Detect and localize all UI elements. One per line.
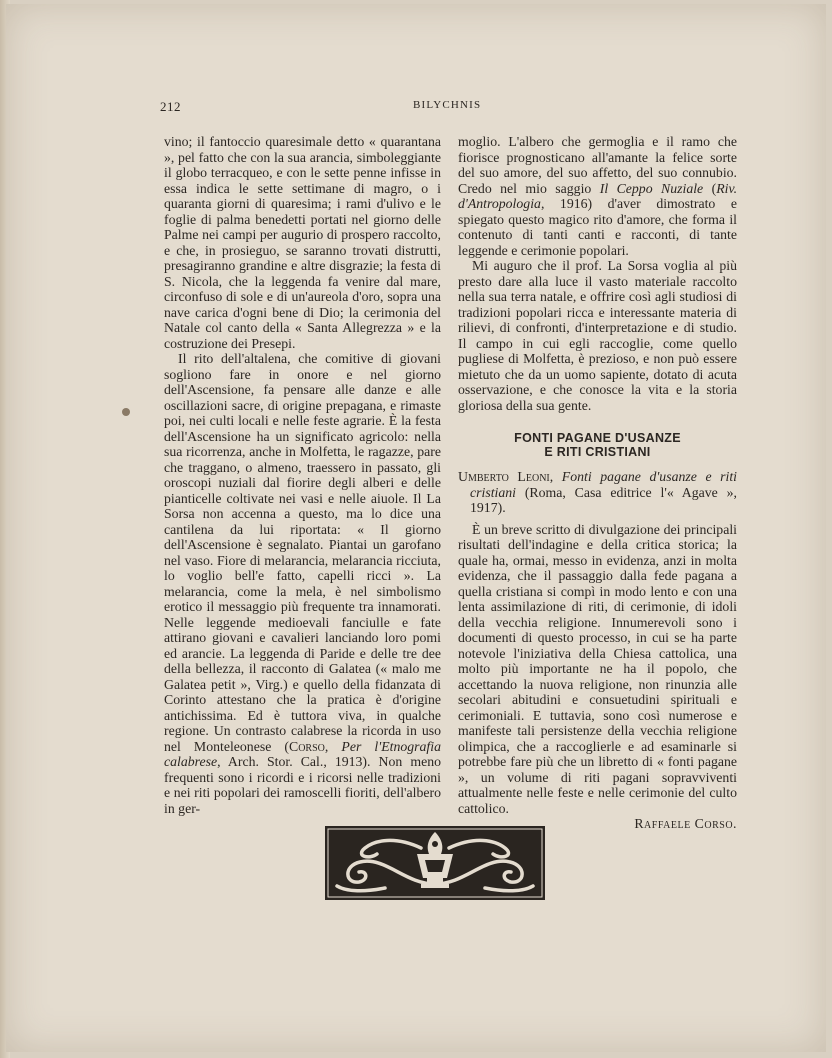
right-paragraph-1-paren: ( xyxy=(703,180,717,196)
right-paragraph-1-text: moglio. L'albero che germoglia e il ramo che fiorisce prognosticano all'amante la felice sorte del suo amore, del suo affetto, del suo connubio. Credo nel mio saggio xyxy=(458,134,737,196)
section-title-line-1: FONTI PAGANE D'USANZE xyxy=(514,431,681,445)
right-paragraph-2: Mi auguro che il prof. La Sorsa voglia al più presto dare alla luce il vasto materiale raccolto nella sua terra natale, e offrire così agli studiosi di tradizioni popolari ricca e interessante materia di rilievi, di confronti, d'interpretazione e di studio. Il campo in cui egli raccoglie, come quello pugliese di Molfetta, è prezioso, e non può essere mietuto che da un uomo sapiente, dotato di acuta osservazione, e che conosce la vita e la storia gloriosa della sua gente. xyxy=(458,258,737,413)
left-paragraph-2: Il rito dell'altalena, che comitive di giovani sogliono fare in onore e nel giorno dell'Ascensione, fa pensare alle danze e alle oscillazioni sacre, di origine prepagana, e rimaste poi, nei culti locali e nelle feste agrarie. È la festa dell'Ascensione ha un significato agricolo: nella sua ricorrenza, anche in Molfetta, le ragazze, pare che traggano, o almeno, traessero in passato, gli oroscopi nuziali dal fiorire degli alberi e delle pianticelle coltivate nei vasi e nelle aiuole. Il La Sorsa non accenna a questo, ma lo dice una cantilena da lui riportata: « Il giorno dell'Ascensione è segnalato. Piantai un garofano nel vaso. Fiore di melarancia, melarancia ricciuta, lo voglio bell'e fatto, capelli ricci ». La melarancia, come la mela, è nel simbolismo erotico il messaggio più frequente tra innamorati. Nelle leggende medioevali fanciulle e fate attirano giovani e cavalieri lanciando loro pomi ed arancie. La leggenda di Paride e delle tre dee della bellezza, il racconto di Galatea (« malo me Galatea petit », Virg.) e quello della fidanzata di Corinto attestano che la pratica è d'origine antichissima. Ed è tuttora viva, in qualche regione. Un contrasto calabrese la ricorda in uso nel Monteleonese (Corso, Per l'Etnografia calabrese, Arch. Stor. Cal., 1913). Non meno frequenti sono i ricordi e i ricorsi nelle tradizioni e nei riti popolari dei ramoscelli fioriti, dell'albero in ger- xyxy=(164,351,441,816)
right-paragraph-1 xyxy=(458,134,737,258)
review-signature: Raffaele Corso. xyxy=(634,816,737,831)
citation-author: Umberto Leoni, xyxy=(458,469,554,484)
saggio-journal: Riv. d'Antropologia xyxy=(458,180,738,211)
section-title xyxy=(458,431,737,459)
citation-title: Fonti pagane d'usanze e riti cristiani xyxy=(470,469,738,500)
corso-author: Corso xyxy=(289,738,325,754)
vase-with-scrollwork-icon xyxy=(325,826,545,900)
journal-title: BILYCHNIS xyxy=(413,99,482,111)
left-paragraph-2-text: Il rito dell'altalena, che comitive di giovani sogliono fare in onore e nel giorno dell'Ascensione, fa pensare alle danze e alle oscillazioni sacre, di origine prepagana, e rimaste poi, nei culti locali e nelle feste agrarie. È la festa dell'Ascensione ha un significato agricolo: nella sua ricorrenza, anche in Molfetta, le ragazze, pare che traggano, o almeno, traessero in passato, gli oroscopi nuziali dal fiorire degli alberi e delle pianticelle coltivate nei vasi e nelle aiuole. Il La Sorsa non accenna a questo, ma lo dice una cantilena da lui riportata: « Il giorno dell'Ascensione è segnalato. Piantai un garofano nel vaso. Fiore di melarancia, melarancia ricciuta, lo voglio bell'e fatto, capelli ricci ». La melarancia, come la mela, è nel simbolismo erotico il messaggio più frequente tra innamorati. Nelle leggende medioevali fanciulle e fate attirano giovani e cavalieri lanciando loro pomi ed arancie. La leggenda di Paride e delle tre dee della bellezza, il racconto di Galatea (« malo me Galatea petit », Virg.) e quello della fidanzata di Corinto attestano che la pratica è d'origine antichissima. Ed è tuttora viva, in qualche regione. Un contrasto calabrese la ricorda in uso nel Monteleonese ( xyxy=(164,351,441,754)
section-title-line-2: E RITI CRISTIANI xyxy=(544,445,651,459)
page-number: 212 xyxy=(160,99,181,114)
corso-work-title: Per l'Etnografia calabrese xyxy=(164,738,441,769)
saggio-title: Il Ceppo Nuziale xyxy=(599,180,704,196)
ink-smudge xyxy=(122,408,130,416)
right-column xyxy=(458,134,737,832)
review-citation xyxy=(458,469,737,516)
left-paragraph-1: vino; il fantoccio quaresimale detto « quarantana », pel fatto che con la sua arancia, simboleggiante il globo terracqueo, e con le sette penne infisse in essa indica le sette settimane di magro, o i quaranta giorni di quaresima; i rami d'ulivo e le foglie di palma benedetti portati nel giorno delle Palme nei campi per augurio di prospero raccolto, e che, in prosieguo, se saranno trovati distrutti, presagiranno grandine e altre disgrazie; la festa di S. Nicola, che la leggenda fa venire dal mare, circonfuso di sole e di un'aureola d'oro, sopra una nave carica d'ogni bene di Dio; la cerimonia del Natale col canto della « Santa Allegrezza » e la costruzione dei Presepi. xyxy=(164,134,441,351)
review-text: È un breve scritto di divulgazione dei principali risultati dell'indagine e della critica storica; la quale ha, ormai, messo in evidenza, anzi in molta evidenza, che il passaggio dalla fede pagana a quella cristiana si compì in modo lento e con una lenta assimilazione di riti, di cerimonie, di idoli della vecchia religione. Innumerevoli sono i documenti di questo processo, in cui se ha parte notevole l'iniziativa della Chiesa cattolica, una molto più importante ne ha il popolo, che accettando la nuova religione, non rinunzia alle secolari abitudini e consuetudini spirituali e cerimoniali. E tuttavia, sono così numerose e manifeste tali persistenze della vecchia religione olimpica, che a raccoglierle e ad esaminarle si potrebbe fare più che un libretto di « fonti pagane », un volume di riti pagani sopravviventi attualmente nelle feste e nelle cerimonie del culto cattolico. xyxy=(458,521,737,816)
running-head xyxy=(160,99,740,119)
citation-publisher: (Roma, Casa editrice l'« Agave », 1917). xyxy=(470,484,737,515)
left-column xyxy=(164,134,441,816)
right-paragraph-1-tail: , 1916) d'aver dimostrato e spiegato questo magico rito d'amore, che forma il contenuto di tanti canti e racconti, di tante leggende e cerimonie popolari. xyxy=(458,196,737,258)
left-paragraph-2-tail: , Arch. Stor. Cal., 1913). Non meno frequenti sono i ricordi e i ricorsi nelle tradizioni e nei riti popolari dei ramoscelli fioriti, dell'albero in ger- xyxy=(164,754,441,816)
